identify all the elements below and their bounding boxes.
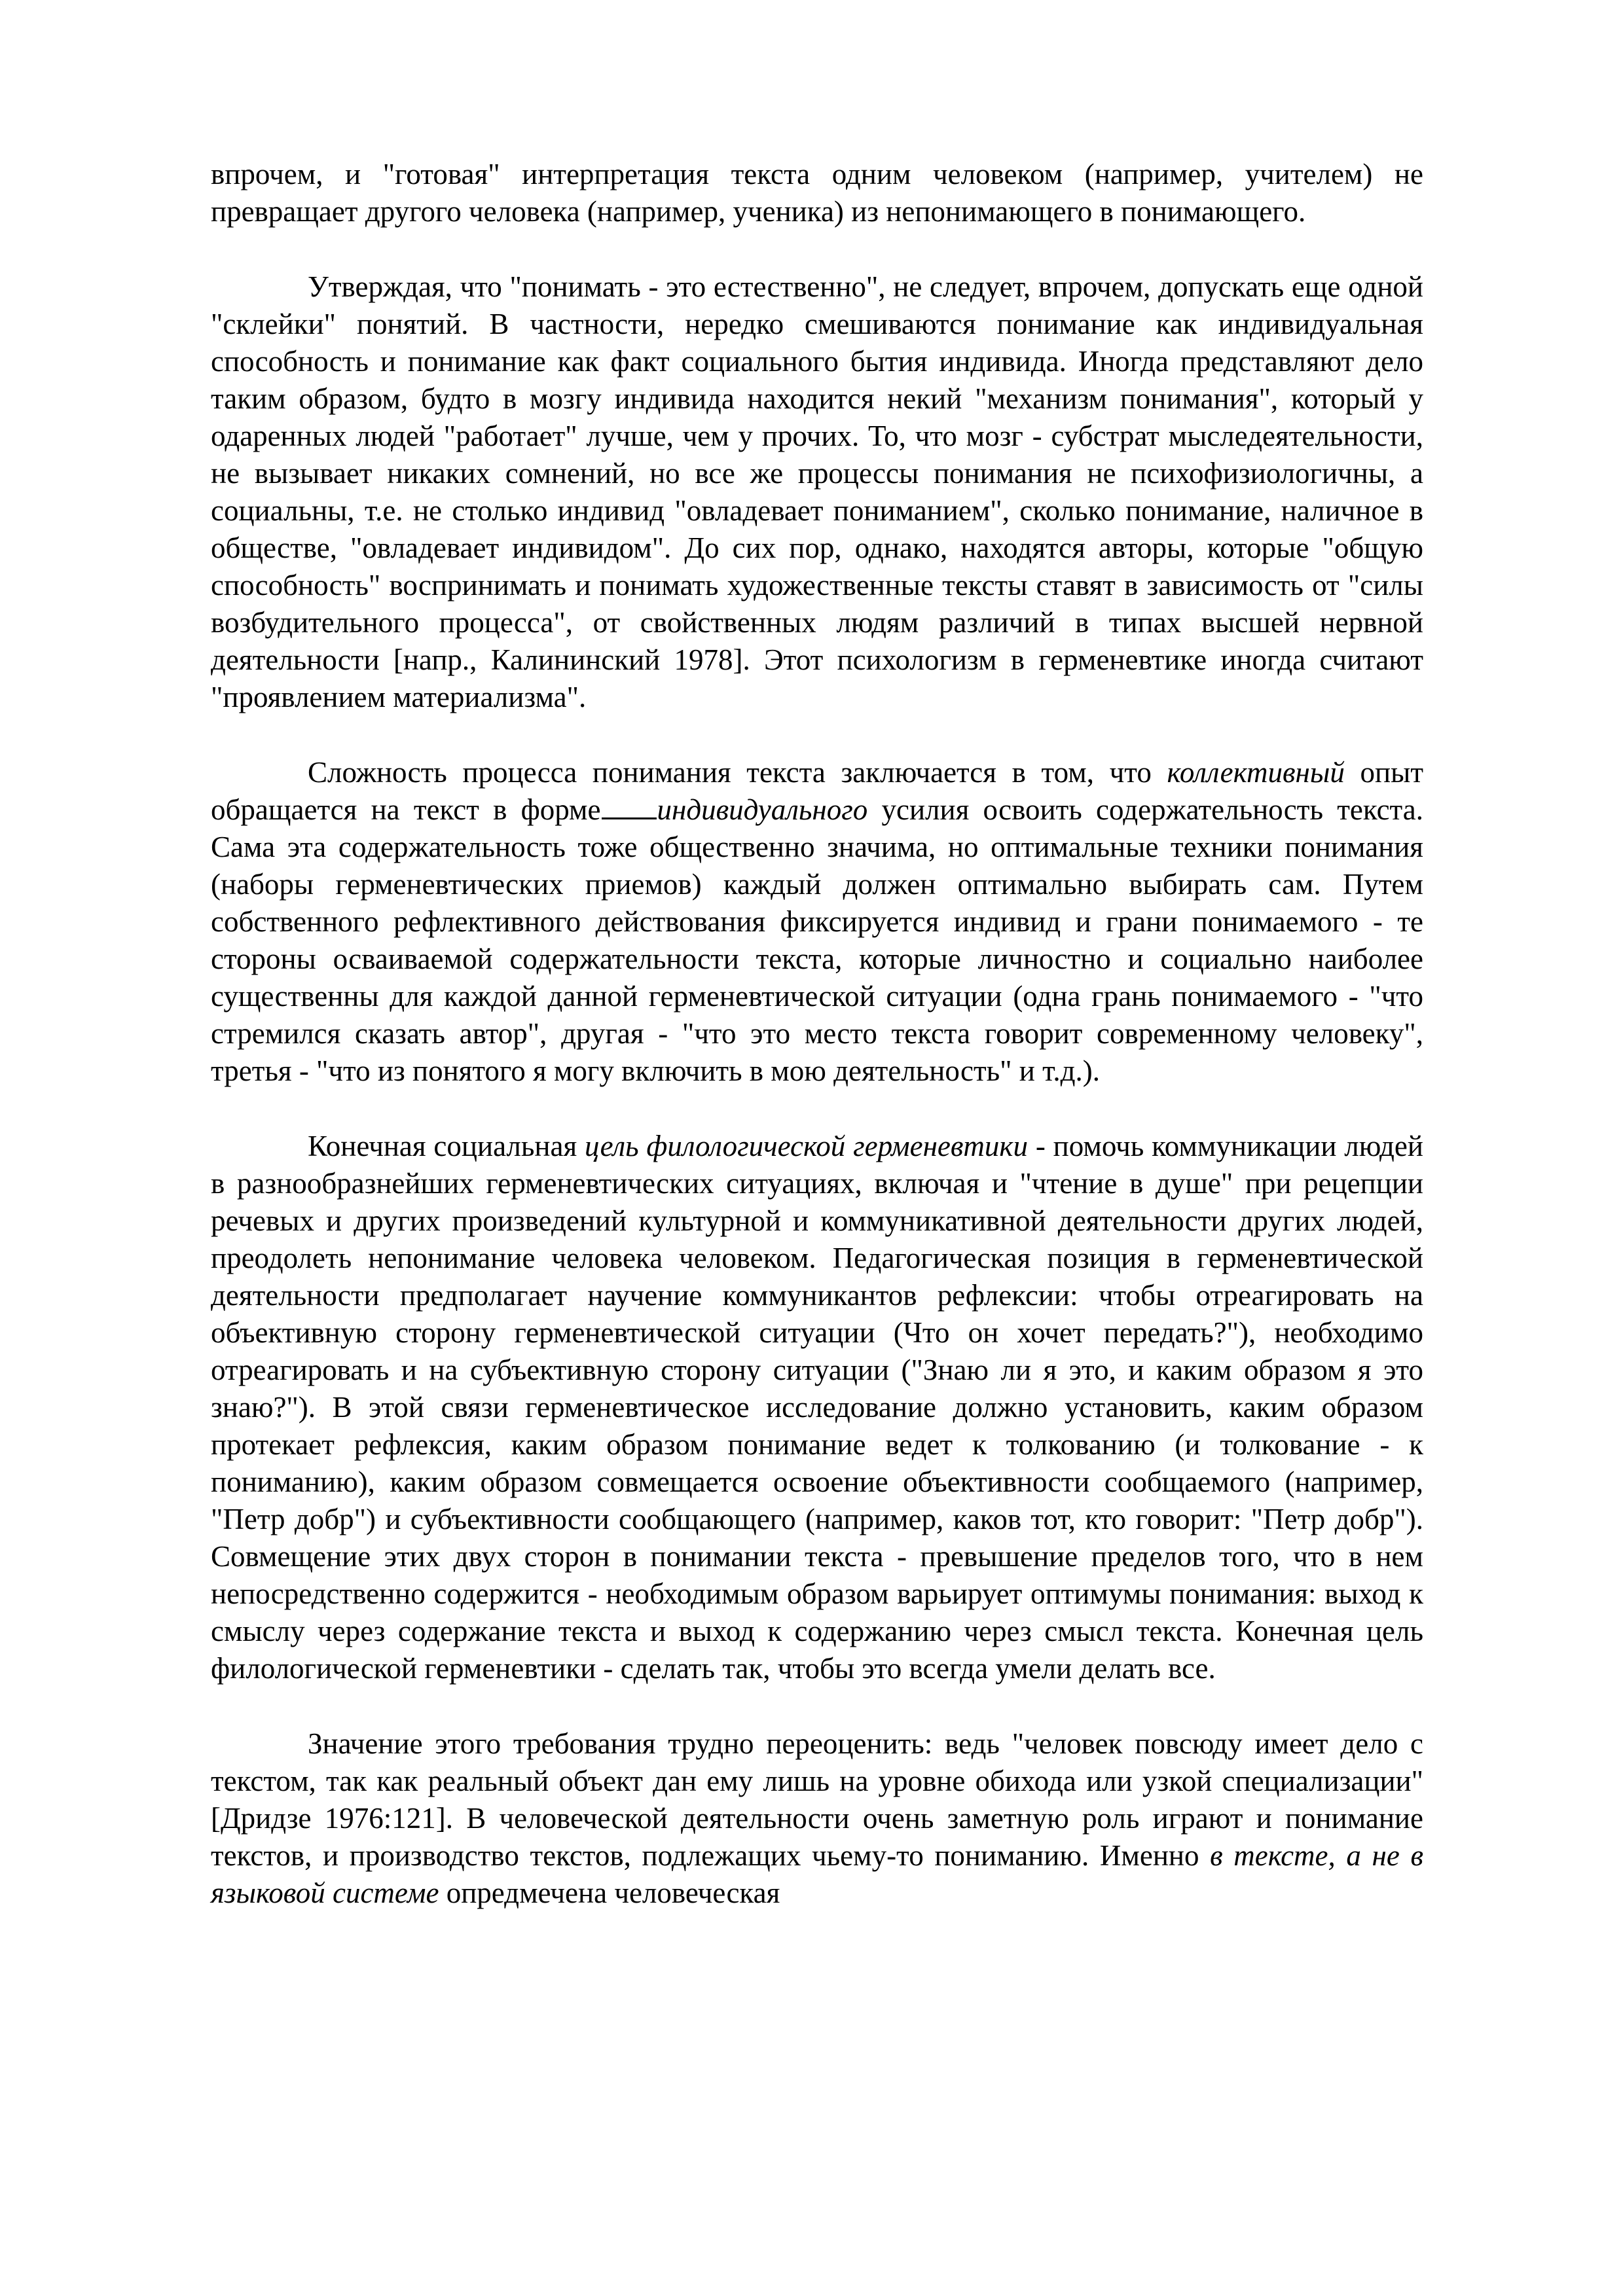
paragraph-text: опредмечена человеческая [439,1876,780,1909]
italic-text: индивидуального [657,793,868,826]
italic-text: коллективный [1167,756,1345,789]
paragraph-text: опыт обращается на текст в форме [211,756,1424,826]
paragraph-text: усилия освоить содержательность текста. Сама эта содержательность тоже общественно значима, но оптимальные техники понимания (наборы герменевтических приемов) каждый должен оптимально выбирать сам. Путем собственного рефлективного действования фиксируется индивид и грани понимаемого - те стороны осваиваемой содержательности текста, которые личностно и социально наиболее существенны для каждой данной герменевтической ситуации (одна грань понимаемого - "что стремился сказать автор", другая - "что это место текста говорит современному человеку", третья - "что из понятого я могу включить в мою деятельность" и т.д.). [211,793,1423,1087]
paragraph-text: - помочь коммуникации людей в разнообразнейших герменевтических ситуациях, включая и "чтение в душе" при рецепции речевых и других произведений культурной и коммуникативной деятельности других людей, преодолеть непонимание человека человеком. Педагогическая позиция в герменевтической деятельности предполагает научение коммуникантов рефлексии: чтобы отреагировать на объективную сторону герменевтической ситуации (Что он хочет передать?"), необходимо отреагировать и на субъективную сторону ситуации ("Знаю ли я это, и каким образом я это знаю?"). В этой связи герменевтическое исследование должно установить, каким образом протекает рефлексия, каким образом понимание ведет к толкованию (и толкование - к пониманию), каким образом совмещается освоение объективности сообщаемого (например, "Петр добр") и субъективности сообщающего (например, каков тот, кто говорит: "Петр добр"). Совмещение этих двух сторон в понимании текста - превышение пределов того, что в нем непосредственно содержится - необходимым образом варьирует оптимумы понимания: выход к смыслу через содержание текста и выход к содержанию через смысл текста. Конечная цель филологической герменевтики - сделать так, чтобы это всегда умели делать все. [211,1130,1423,1685]
paragraph [211,1725,1423,1912]
underline-blank [602,798,657,819]
paragraph-text: Утверждая, что "понимать - это естественно", не следует, впрочем, допускать еще одной "склейки" понятий. В частности, нередко смешиваются понимание как индивидуальная способность и понимание как факт социального бытия индивида. Иногда представляют дело таким образом, будто в мозгу индивида находится некий "механизм понимания", который у одаренных людей "работает" лучше, чем у прочих. То, что мозг - субстрат мыследеятельности, не вызывает никаких сомнений, но все же процессы понимания не психофизиологичны, а социальны, т.е. не столько индивид "овладевает пониманием", сколько понимание, наличное в обществе, "овладевает индивидом". До сих пор, однако, находятся авторы, которые "общую способность" воспринимать и понимать художественные тексты ставят в зависимость от "силы возбудительного процесса", от свойственных людям различий в типах высшей нервной деятельности [напр., Калининский 1978]. Этот психологизм в герменевтике иногда считают "проявлением материализма". [211,270,1423,713]
italic-text: в тексте, а не в языковой системе [211,1839,1423,1909]
paragraph [211,156,1423,230]
paragraph-text: впрочем, и "готовая" интерпретация текста одним человеком (например, учителем) не превращает другого человека (например, ученика) из непонимающего в понимающего. [211,158,1423,228]
paragraph-text: Значение этого требования трудно переоценить: ведь "человек повсюду имеет дело с текстом, так как реальный объект дан ему лишь на уровне обихода или узкой специализации" [Дридзе 1976:121]. В человеческой деятельности очень заметную роль играют и понимание текстов, и производство текстов, подлежащих чьему-то пониманию. Именно [211,1727,1423,1872]
italic-text: цель филологической герменевтики [585,1130,1028,1162]
paragraph [211,1128,1423,1687]
document-page [211,156,1423,1912]
paragraph-text: Конечная социальная [308,1130,585,1162]
paragraph [211,754,1423,1090]
paragraph-text: Сложность процесса понимания текста заключается в том, что [308,756,1167,789]
paragraph [211,268,1423,716]
